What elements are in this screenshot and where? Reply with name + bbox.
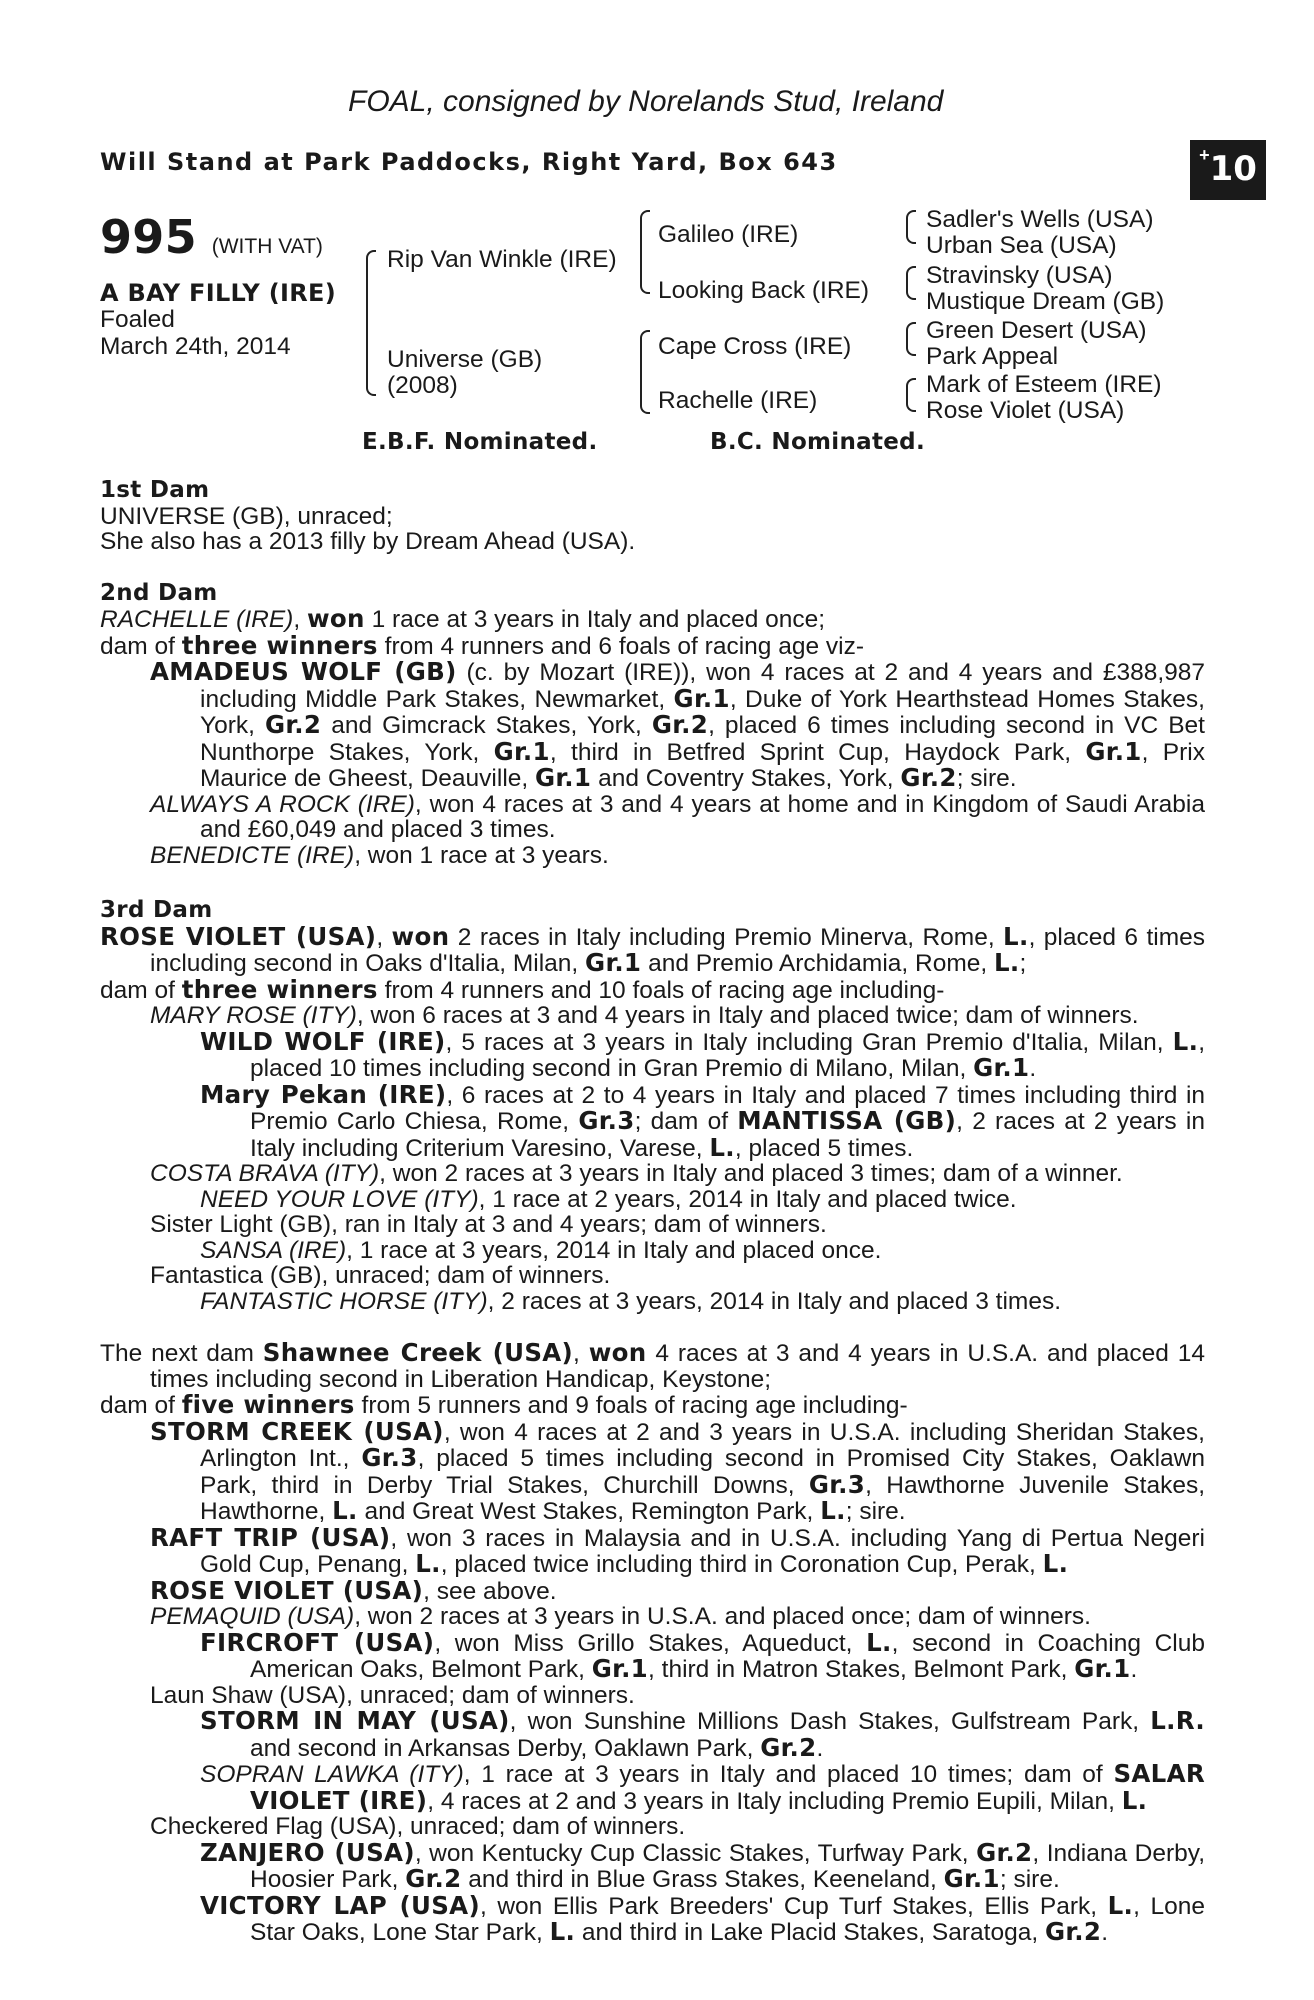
text: dam of bbox=[100, 632, 182, 660]
text: , Indiana bbox=[1032, 1839, 1128, 1867]
third-dam-heading: 3rd Dam bbox=[100, 897, 213, 923]
grade: Gr.1 bbox=[973, 1053, 1030, 1082]
grade: Gr.2 bbox=[264, 710, 322, 739]
text: , won 1 race at 3 years. bbox=[354, 841, 609, 869]
grade: Gr.1 bbox=[673, 683, 730, 713]
text: Italy including Criterium Varesino, Varese, bbox=[250, 1134, 710, 1162]
text: , placed twice including third in Coronation Cup, Perak, bbox=[440, 1551, 1043, 1578]
horse-name: ROSE VIOLET (USA) bbox=[150, 1575, 424, 1605]
grade: Gr.1 bbox=[1085, 736, 1142, 766]
grade: Gr.2 bbox=[1044, 1917, 1102, 1946]
grade: L. bbox=[1121, 1785, 1148, 1815]
first-dam-heading: 1st Dam bbox=[100, 477, 210, 503]
text: , bbox=[293, 606, 307, 633]
pedigree-sire-dam: Looking Back (IRE) bbox=[658, 277, 870, 304]
horse-name: ALWAYS A ROCK (IRE) bbox=[150, 790, 415, 818]
horse-name: RAFT TRIP (USA) bbox=[150, 1522, 391, 1552]
text: , 4 races at 2 and 3 years in Italy including Premio Eupili, Milan, bbox=[427, 1787, 1122, 1815]
brace-dd bbox=[906, 378, 916, 412]
text: and Gimcrack Stakes, York, bbox=[321, 712, 652, 739]
text: , won 4 races at 3 and 4 years at home and in Kingdom of Saudi bbox=[414, 790, 1128, 818]
text: , 2 races at 3 years, 2014 in Italy and placed 3 times. bbox=[487, 1287, 1062, 1315]
text: The next dam bbox=[100, 1340, 263, 1367]
grade: L. bbox=[1107, 1890, 1134, 1920]
progeny-entry bbox=[100, 1604, 1205, 1630]
winners-count: three winners bbox=[181, 974, 378, 1004]
lot-number-row bbox=[100, 210, 323, 264]
grade: Gr.2 bbox=[760, 1732, 817, 1762]
text: , placed 5 times including second in Promised City Stakes, Oaklawn bbox=[417, 1445, 1205, 1472]
horse-name: SALAR bbox=[1113, 1759, 1205, 1788]
text: , bbox=[376, 923, 392, 951]
grade: L. bbox=[709, 1132, 735, 1162]
horse-name: STORM IN MAY (USA) bbox=[200, 1706, 510, 1735]
second-dam-heading: 2nd Dam bbox=[100, 579, 218, 606]
text: , 2 races at 2 years in bbox=[956, 1108, 1205, 1135]
consignor-line: FOAL, consigned by Norelands Stud, Ireland bbox=[348, 85, 944, 118]
text: 4 races at 3 and 4 years in U.S.A. and placed 14 bbox=[646, 1340, 1206, 1367]
grade: Gr.1 bbox=[1074, 1654, 1131, 1683]
dam-name: RACHELLE (IRE) bbox=[100, 606, 294, 633]
text: Stakes, York, bbox=[200, 685, 1205, 739]
grade: L. bbox=[332, 1496, 358, 1525]
horse-name: Mary Pekan (IRE) bbox=[200, 1079, 447, 1109]
grade: Gr.1 bbox=[585, 948, 642, 977]
text: , won 2 races at 3 years in Italy and placed 3 times; dam of a winner. bbox=[379, 1160, 1123, 1187]
text: , 5 races at 3 years in Italy including Gran Premio d'Italia, Milan, bbox=[445, 1028, 1173, 1056]
pedigree-sire: Rip Van Winkle (IRE) bbox=[387, 246, 617, 273]
progeny-entry bbox=[100, 1416, 1205, 1525]
text: from 4 runners and 6 foals of racing age viz- bbox=[377, 632, 864, 660]
text: and third in Blue Grass Stakes, Keeneland, bbox=[461, 1866, 944, 1893]
catalogue-body bbox=[100, 478, 1205, 1946]
text: , won Kentucky Cup Classic Stakes, Turfway Park, bbox=[414, 1839, 977, 1867]
badge-number: 10 bbox=[1209, 149, 1257, 190]
text: , 1 race at 2 years, 2014 in Italy and placed twice. bbox=[478, 1185, 1017, 1213]
text: Fantastica (GB), unraced; dam of winners. bbox=[150, 1262, 611, 1289]
progeny-entry bbox=[100, 1003, 1205, 1029]
grade: Gr.3 bbox=[361, 1443, 418, 1472]
text: times including second in Liberation Handicap, Keystone; bbox=[150, 1365, 772, 1393]
lot-name: A BAY FILLY (IRE) bbox=[100, 279, 336, 307]
grade: L. bbox=[415, 1549, 441, 1578]
pedigree-dam: Universe (GB) bbox=[387, 346, 543, 373]
progeny-entry bbox=[100, 1212, 1205, 1238]
text: in VC Bet Nunthorpe Stakes, York, bbox=[200, 712, 1205, 766]
text: Hawthorne, bbox=[200, 1498, 333, 1525]
text: , bbox=[1198, 1028, 1205, 1056]
text: from 5 runners and 9 foals of racing age including- bbox=[354, 1392, 908, 1419]
pedigree-dam-sire: Cape Cross (IRE) bbox=[658, 333, 852, 360]
grade: Gr.2 bbox=[405, 1864, 462, 1893]
grade: Gr.1 bbox=[591, 1654, 649, 1683]
pedigree-dss: Green Desert (USA) bbox=[926, 317, 1147, 344]
progeny-entry bbox=[100, 1761, 1205, 1814]
text: placed 10 times including second in Gran Premio di Milano, Milan, bbox=[250, 1055, 974, 1082]
text: , 6 races at 2 to 4 years in Italy and placed 7 times including third in bbox=[446, 1081, 1206, 1109]
second-dam-line bbox=[100, 606, 1205, 633]
text: , Prix Maurice de Gheest, Deauville, bbox=[200, 738, 1205, 792]
horse-name: VICTORY LAP (USA) bbox=[200, 1890, 480, 1920]
pedigree-dsd: Park Appeal bbox=[926, 343, 1059, 370]
text: , won 3 races in Malaysia and in U.S.A. including Yang di Pertua Negeri bbox=[390, 1524, 1205, 1552]
horse-name: COSTA BRAVA (ITY) bbox=[150, 1160, 380, 1187]
text: , placed 6 times including second bbox=[708, 712, 1086, 739]
text: and Great West Stakes, Remington Park, bbox=[357, 1498, 821, 1525]
text: ; dam of bbox=[634, 1108, 738, 1135]
pedigree-sss: Sadler's Wells (USA) bbox=[926, 206, 1154, 233]
text: . bbox=[1101, 1919, 1109, 1946]
pedigree-dam-dam: Rachelle (IRE) bbox=[658, 387, 818, 414]
first-dam-line: UNIVERSE (GB), unraced; bbox=[100, 502, 393, 530]
horse-name: Shawnee Creek (USA) bbox=[262, 1338, 574, 1367]
foaled-date: March 24th, 2014 bbox=[100, 333, 291, 360]
brace-dam bbox=[640, 330, 650, 414]
text: dam of bbox=[100, 1392, 182, 1419]
location-line: Will Stand at Park Paddocks, Right Yard, Box 643 bbox=[100, 148, 838, 176]
progeny-entry bbox=[100, 659, 1205, 792]
text: Arabia and £60,049 and placed 3 times. bbox=[200, 790, 1205, 843]
progeny-entry bbox=[100, 1837, 1205, 1893]
text: . bbox=[816, 1734, 824, 1762]
third-dam-line bbox=[100, 974, 1205, 1004]
lot-vat: (WITH VAT) bbox=[211, 235, 323, 258]
grade: Gr.1 bbox=[535, 763, 592, 792]
text: , 1 race at 3 years, 2014 in Italy and placed once. bbox=[346, 1236, 882, 1264]
grade: L. bbox=[1003, 921, 1029, 951]
grade: Gr.2 bbox=[900, 763, 957, 792]
grade: L. bbox=[820, 1496, 846, 1525]
text: and third in Lake Placid Stakes, Saratoga, bbox=[575, 1919, 1045, 1946]
text: , won 2 races at 3 years in U.S.A. and placed once; dam of winners. bbox=[354, 1603, 1091, 1630]
won-label: won bbox=[391, 921, 450, 951]
progeny-entry bbox=[100, 1683, 1205, 1709]
progeny-entry bbox=[100, 1890, 1206, 1946]
horse-name: FANTASTIC HORSE (ITY) bbox=[200, 1287, 488, 1315]
text: ; bbox=[1019, 950, 1027, 977]
text: , Lone bbox=[1133, 1892, 1206, 1920]
text: , won Sunshine Millions Dash Stakes, Gulfstream Park, bbox=[509, 1708, 1151, 1735]
text: (c. by Mozart (IRE)), won 4 races at 2 and 4 years and £388,987 bbox=[456, 659, 1206, 686]
horse-name: BENEDICTE (IRE) bbox=[150, 841, 355, 869]
grade: L. bbox=[1172, 1026, 1199, 1056]
next-dam-line bbox=[100, 1392, 1205, 1419]
progeny-entry bbox=[100, 1187, 1205, 1213]
progeny-entry bbox=[100, 1079, 1206, 1162]
won-label: won bbox=[306, 604, 365, 633]
horse-name: NEED YOUR LOVE (ITY) bbox=[200, 1185, 479, 1213]
progeny-entry bbox=[100, 1814, 1205, 1840]
pedigree-dam-year: (2008) bbox=[387, 372, 458, 399]
text: and Coventry Stakes, York, bbox=[591, 765, 901, 792]
pedigree-dds: Mark of Esteem (IRE) bbox=[926, 371, 1162, 398]
grade: Gr.2 bbox=[651, 710, 709, 739]
progeny-entry bbox=[100, 1522, 1205, 1578]
text: Premio Carlo Chiesa, Rome, bbox=[250, 1108, 579, 1135]
pedigree-ssd: Urban Sea (USA) bbox=[926, 232, 1117, 259]
progeny-entry bbox=[100, 1026, 1205, 1082]
text: Star Oaks, Lone Star Park, bbox=[250, 1919, 550, 1946]
text: , Duke of York Hearthstead Homes bbox=[729, 685, 1115, 713]
text: times including second in Oaks d'Italia, Milan, bbox=[150, 923, 1206, 977]
text: , placed 5 times. bbox=[734, 1134, 914, 1162]
text: , bbox=[573, 1340, 589, 1367]
horse-name: SANSA (IRE) bbox=[200, 1236, 347, 1264]
text: Laun Shaw (USA), unraced; dam of winners. bbox=[150, 1681, 635, 1709]
next-dam-entry bbox=[100, 1340, 1205, 1392]
horse-name: MARY ROSE (ITY) bbox=[150, 1002, 357, 1029]
progeny-entry bbox=[100, 792, 1205, 843]
winners-count: three winners bbox=[181, 630, 378, 660]
text: , second in Coaching Club bbox=[891, 1629, 1206, 1657]
text: dam of bbox=[100, 976, 182, 1004]
foaled-label: Foaled bbox=[100, 306, 175, 333]
text: 1 race at 3 years in Italy and placed once; bbox=[364, 606, 826, 633]
text: , third in Matron Stakes, Belmont Park, bbox=[648, 1656, 1075, 1683]
text: and Premio Archidamia, Rome, bbox=[641, 950, 994, 977]
text: 2 races in Italy including Premio Minerva, Rome, bbox=[449, 923, 1004, 951]
progeny-entry bbox=[100, 1708, 1205, 1761]
grade: L. bbox=[549, 1917, 576, 1946]
pedigree-ddd: Rose Violet (USA) bbox=[926, 397, 1125, 424]
progeny-entry bbox=[100, 843, 1205, 869]
text: and second in Arkansas Derby, Oaklawn Park, bbox=[250, 1734, 761, 1762]
text: including Middle Park Stakes, Newmarket, bbox=[200, 685, 674, 713]
horse-name: SOPRAN LAWKA (ITY) bbox=[200, 1761, 464, 1788]
badge-plus-mark: + bbox=[1199, 145, 1210, 166]
pedigree-sds: Stravinsky (USA) bbox=[926, 262, 1113, 289]
ebf-nominated: E.B.F. Nominated. bbox=[362, 429, 598, 455]
text: Derby, Hoosier Park, bbox=[250, 1839, 1205, 1893]
text: , placed 6 bbox=[1028, 923, 1139, 951]
first-dam-line: She also has a 2013 filly by Dream Ahead (USA). bbox=[100, 528, 636, 555]
text: , won Miss Grillo Stakes, Aqueduct, bbox=[434, 1629, 867, 1657]
text: ; sire. bbox=[999, 1866, 1060, 1893]
grade: Gr.3 bbox=[808, 1469, 866, 1499]
text: , won 4 races at 2 and 3 years in U.S.A. including Sheridan Stakes, bbox=[443, 1418, 1205, 1446]
grade: Gr.3 bbox=[578, 1106, 635, 1135]
grade: L.R. bbox=[1150, 1706, 1205, 1735]
horse-name: VIOLET (IRE) bbox=[250, 1785, 428, 1815]
horse-name: WILD WOLF (IRE) bbox=[200, 1026, 446, 1056]
text: Sister Light (GB), ran in Italy at 3 and 4 years; dam of winners. bbox=[150, 1211, 827, 1238]
text: . bbox=[1130, 1656, 1138, 1683]
progeny-entry bbox=[100, 1238, 1205, 1264]
brace-ds bbox=[906, 322, 916, 356]
grade: L. bbox=[993, 948, 1020, 977]
text: , 1 race at 3 years in Italy and placed 10 times; dam of bbox=[463, 1761, 1114, 1788]
progeny-entry bbox=[100, 1627, 1206, 1683]
text: Gold Cup, Penang, bbox=[200, 1551, 416, 1578]
horse-name: FIRCROFT (USA) bbox=[200, 1627, 435, 1657]
horse-name: STORM CREEK (USA) bbox=[150, 1416, 444, 1446]
text: . bbox=[1029, 1055, 1037, 1082]
brace-sire bbox=[640, 210, 650, 294]
brace-ss bbox=[906, 210, 916, 244]
progeny-entry bbox=[100, 1289, 1205, 1315]
horse-name: PEMAQUID (USA) bbox=[150, 1603, 355, 1630]
won-label: won bbox=[588, 1338, 647, 1367]
brace-sd bbox=[906, 266, 916, 300]
text: , won Ellis Park Breeders' Cup Turf Stakes, Ellis Park, bbox=[479, 1892, 1108, 1920]
text: Arlington Int., bbox=[200, 1445, 362, 1472]
text: , see above. bbox=[423, 1577, 557, 1605]
grade: L. bbox=[866, 1627, 892, 1657]
text: Park, third in Derby Trial Stakes, Churchill Downs, bbox=[200, 1471, 809, 1499]
text: , won 6 races at 3 and 4 years in Italy and placed twice; dam of winners. bbox=[356, 1002, 1139, 1029]
third-dam-entry bbox=[100, 921, 1206, 977]
grade: Gr.2 bbox=[976, 1837, 1033, 1867]
second-dam-line bbox=[100, 630, 1205, 660]
bc-nominated: B.C. Nominated. bbox=[710, 429, 925, 455]
progeny-entry bbox=[100, 1263, 1205, 1289]
text: American Oaks, Belmont Park, bbox=[250, 1656, 592, 1683]
brace-main bbox=[366, 250, 376, 396]
grade: Gr.1 bbox=[493, 736, 550, 766]
horse-name: AMADEUS WOLF (GB) bbox=[150, 657, 457, 686]
grade: Gr.1 bbox=[943, 1864, 1000, 1893]
text: , Hawthorne Juvenile Stakes, bbox=[865, 1471, 1205, 1499]
progeny-entry bbox=[100, 1161, 1205, 1187]
progeny-entry bbox=[100, 1575, 1205, 1605]
horse-name: ZANJERO (USA) bbox=[200, 1837, 415, 1867]
text: ; sire. bbox=[845, 1498, 906, 1525]
lot-number: 995 bbox=[100, 210, 197, 264]
lot-badge bbox=[1190, 140, 1266, 200]
text: Checkered Flag (USA), unraced; dam of winners. bbox=[150, 1813, 686, 1840]
grade: L. bbox=[1042, 1549, 1069, 1578]
text: , third in Betfred Sprint Cup, Haydock Park, bbox=[549, 738, 1072, 766]
horse-name: MANTISSA (GB) bbox=[737, 1106, 957, 1135]
horse-name: ROSE VIOLET (USA) bbox=[100, 921, 377, 951]
pedigree-sire-sire: Galileo (IRE) bbox=[658, 221, 799, 248]
pedigree-sdd: Mustique Dream (GB) bbox=[926, 288, 1165, 315]
text: from 4 runners and 10 foals of racing age including- bbox=[377, 976, 945, 1004]
text: ; sire. bbox=[956, 765, 1017, 792]
winners-count: five winners bbox=[181, 1390, 355, 1419]
